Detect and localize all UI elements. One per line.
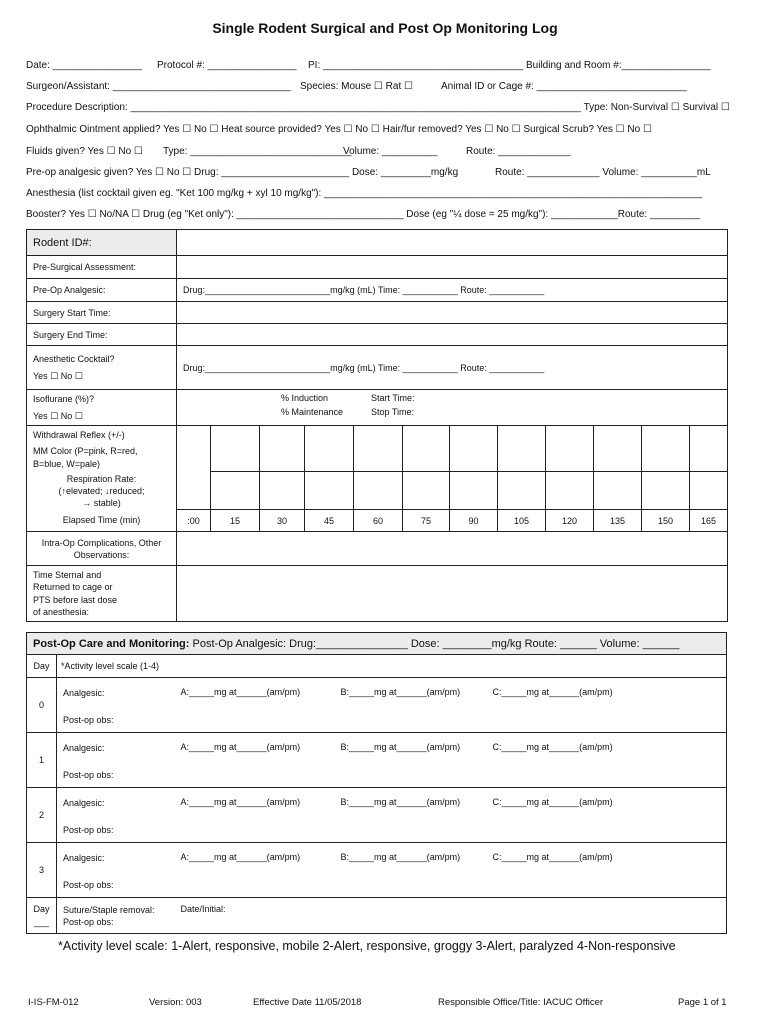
day-number: 0 — [27, 678, 57, 733]
sternal-line1: Time Sternal and — [33, 569, 102, 580]
elapsed-time-cell: 45 — [305, 510, 354, 532]
sternal-line3: PTS before last dose — [33, 594, 118, 605]
pre-surgical-label: Pre-Surgical Assessment: — [27, 256, 177, 279]
induction-label: % Induction — [281, 393, 329, 403]
day-number: 1 — [27, 733, 57, 788]
dose-b[interactable]: B:_____mg at______(am/pm) — [340, 742, 461, 752]
grid-cell[interactable] — [403, 426, 450, 472]
grid-cell[interactable] — [642, 426, 690, 472]
surgery-end-label: Surgery End Time: — [27, 324, 177, 346]
postop-header — [27, 633, 727, 655]
footer-page: Page 1 of 1 — [678, 997, 727, 1008]
analgesic-doses[interactable] — [177, 733, 727, 763]
species-checkboxes[interactable]: Species: Mouse ☐ Rat ☐ — [300, 81, 413, 92]
surgery-end-input[interactable] — [177, 324, 728, 346]
analgesic-doses[interactable] — [177, 843, 727, 873]
date-field[interactable]: Date: ________________ — [26, 60, 142, 71]
analgesic-label: Analgesic: — [57, 678, 177, 708]
dose-c[interactable]: C:_____mg at______(am/pm) — [492, 687, 613, 697]
postop-obs-label: Post-op obs: — [57, 873, 177, 898]
elapsed-time-cell: 165 — [690, 510, 728, 532]
withdrawal-label: Withdrawal Reflex (+/-) — [27, 426, 177, 444]
grid-cell[interactable] — [498, 426, 546, 472]
stop-time-label: Stop Time: — [371, 407, 415, 417]
surgery-start-input[interactable] — [177, 302, 728, 324]
grid-cell[interactable] — [498, 472, 546, 510]
activity-scale-note: *Activity level scale: 1-Alert, responsive, mobile 2-Alert, responsive, groggy 3-Alert, paralyzed 4-Non-responsive — [58, 939, 676, 953]
pre-surgical-input[interactable] — [177, 256, 728, 279]
elapsed-time-cell: 90 — [450, 510, 498, 532]
grid-cell[interactable] — [450, 472, 498, 510]
procedure-field[interactable]: Procedure Description: _________________________________________________________________________________ Type: Non-Survival ☐ Survival ☐ — [26, 102, 730, 113]
prep-checkboxes[interactable]: Ophthalmic Ointment applied? Yes ☐ No ☐ Heat source provided? Yes ☐ No ☐ Hair/fur removed? Yes ☐ No ☐ Surgical Scrub? Yes ☐ No ☐ — [26, 124, 652, 135]
booster-field[interactable]: Booster? Yes ☐ No/NA ☐ Drug (eg "Ket only"): ______________________________ Dose (eg "¼ dose = 25 mg/kg"): ____________Route: _________ — [26, 209, 701, 220]
grid-cell[interactable] — [305, 426, 354, 472]
surgeon-field[interactable]: Surgeon/Assistant: ________________________________ — [26, 81, 291, 92]
fluids-type-field[interactable]: Type: _____________________________ — [163, 146, 352, 157]
respiration-label — [27, 472, 177, 510]
postop-obs-input[interactable] — [177, 818, 727, 843]
activity-header: *Activity level scale (1-4) — [57, 655, 727, 678]
analgesic-label: Analgesic: — [57, 733, 177, 763]
anesthetic-cocktail-question: Anesthetic Cocktail? — [33, 353, 115, 364]
analgesic-label: Analgesic: — [57, 843, 177, 873]
dose-c[interactable]: C:_____mg at______(am/pm) — [492, 797, 613, 807]
grid-cell[interactable] — [211, 426, 260, 472]
grid-cell[interactable] — [594, 426, 642, 472]
dose-b[interactable]: B:_____mg at______(am/pm) — [340, 852, 461, 862]
elapsed-time-cell: 135 — [594, 510, 642, 532]
preop-analgesic-field[interactable]: Pre-op analgesic given? Yes ☐ No ☐ Drug: _______________________ Dose: _________mg/kg — [26, 167, 459, 178]
grid-cell[interactable] — [305, 472, 354, 510]
grid-cell[interactable] — [690, 472, 728, 510]
postop-table — [26, 632, 727, 934]
grid-cell[interactable] — [546, 426, 594, 472]
grid-cell[interactable] — [260, 472, 305, 510]
date-initial-field[interactable]: Date/Initial: — [177, 898, 727, 934]
dose-a[interactable]: A:_____mg at______(am/pm) — [180, 852, 301, 862]
dose-a[interactable]: A:_____mg at______(am/pm) — [180, 742, 301, 752]
postop-title: Post-Op Care and Monitoring: — [33, 637, 190, 650]
preop-route-volume-field[interactable]: Route: _____________ Volume: __________mL — [495, 167, 711, 178]
protocol-field[interactable]: Protocol #: ________________ — [157, 60, 297, 71]
mm-color-label — [27, 444, 177, 472]
suture-label — [57, 898, 177, 934]
postop-analgesic-fields[interactable]: Post-Op Analgesic: Drug:_______________ Dose: ________mg/kg Route: ______ Volume: ______ — [192, 637, 680, 650]
elapsed-time-cell: 60 — [354, 510, 403, 532]
footer-version: Version: 003 — [149, 997, 202, 1008]
sternal-input[interactable] — [177, 566, 728, 622]
elapsed-time-cell: 105 — [498, 510, 546, 532]
elapsed-time-cell: 150 — [642, 510, 690, 532]
grid-cell[interactable] — [546, 472, 594, 510]
elapsed-time-cell: 75 — [403, 510, 450, 532]
elapsed-time-cell: :00 — [177, 510, 211, 532]
suture-day-field[interactable]: Day ___ — [27, 898, 57, 934]
suture-line1: Suture/Staple removal: — [63, 904, 155, 915]
animal-id-field[interactable]: Animal ID or Cage #: ___________________________ — [441, 81, 687, 92]
fluids-volume-field[interactable]: Volume: __________ — [343, 146, 438, 157]
anesthetic-cocktail-input[interactable]: Drug:_________________________mg/kg (mL) Time: ___________ Route: ___________ — [177, 346, 728, 390]
grid-cell[interactable] — [177, 426, 211, 510]
analgesic-doses[interactable] — [177, 678, 727, 708]
surgical-log-table — [26, 229, 728, 622]
suture-line2: Post-op obs: — [63, 916, 114, 927]
intraop-line2: Observations: — [73, 549, 130, 560]
footer-effective-date: Effective Date 11/05/2018 — [253, 997, 362, 1008]
postop-obs-input[interactable] — [177, 873, 727, 898]
grid-cell[interactable] — [403, 472, 450, 510]
grid-cell[interactable] — [594, 472, 642, 510]
grid-cell[interactable] — [450, 426, 498, 472]
postop-obs-label: Post-op obs: — [57, 818, 177, 843]
surgery-start-label: Surgery Start Time: — [27, 302, 177, 324]
footer-office: Responsible Office/Title: IACUC Officer — [438, 997, 604, 1008]
rodent-id-input[interactable] — [177, 230, 728, 256]
intraop-label — [27, 532, 177, 566]
dose-a[interactable]: A:_____mg at______(am/pm) — [180, 687, 301, 697]
anesthetic-yesno[interactable]: Yes ☐ No ☐ — [33, 370, 83, 381]
respiration-line2: (↑elevated; ↓reduced; — [58, 485, 145, 496]
mm-color-line2: B=blue, W=pale) — [33, 458, 101, 469]
sternal-line2: Returned to cage or — [33, 582, 113, 592]
grid-cell[interactable] — [260, 426, 305, 472]
page-title: Single Rodent Surgical and Post Op Monitoring Log — [212, 20, 558, 36]
intraop-line1: Intra-Op Complications, Other — [41, 537, 162, 548]
grid-cell[interactable] — [642, 472, 690, 510]
footer-form-id: I-IS-FM-012 — [28, 997, 79, 1008]
rodent-id-label: Rodent ID#: — [27, 230, 177, 256]
isoflurane-input[interactable] — [177, 390, 728, 426]
isoflurane-time-labels — [371, 391, 415, 419]
isoflurane-percent-labels — [281, 391, 343, 419]
isoflurane-yesno[interactable]: Yes ☐ No ☐ — [33, 410, 83, 421]
postop-obs-input[interactable] — [177, 763, 727, 788]
day-number: 3 — [27, 843, 57, 898]
postop-obs-label: Post-op obs: — [57, 763, 177, 788]
dose-c[interactable]: C:_____mg at______(am/pm) — [492, 852, 613, 862]
isoflurane-label — [27, 390, 177, 426]
mm-color-line1: MM Color (P=pink, R=red, — [33, 445, 138, 456]
preop-analgesic-input[interactable]: Drug:_________________________mg/kg (mL) Time: ___________ Route: ___________ — [177, 279, 728, 302]
day-number: 2 — [27, 788, 57, 843]
dose-a[interactable]: A:_____mg at______(am/pm) — [180, 797, 301, 807]
sternal-line4: of anesthesia: — [33, 607, 90, 617]
pi-building-field[interactable]: PI: ____________________________________ Building and Room #:________________ — [308, 60, 711, 71]
respiration-line3: → stable) — [82, 497, 121, 508]
elapsed-time-cell: 15 — [211, 510, 260, 532]
grid-cell[interactable] — [690, 426, 728, 472]
elapsed-time-cell: 30 — [260, 510, 305, 532]
day-header: Day — [27, 655, 57, 678]
grid-cell[interactable] — [211, 472, 260, 510]
sternal-label — [27, 566, 177, 622]
dose-b[interactable]: B:_____mg at______(am/pm) — [340, 797, 461, 807]
dose-b[interactable]: B:_____mg at______(am/pm) — [340, 687, 461, 697]
postop-obs-label: Post-op obs: — [57, 708, 177, 733]
elapsed-time-label: Elapsed Time (min) — [27, 510, 177, 532]
grid-cell[interactable] — [354, 472, 403, 510]
analgesic-label: Analgesic: — [57, 788, 177, 818]
respiration-line1: Respiration Rate: — [66, 473, 137, 484]
elapsed-time-cell: 120 — [546, 510, 594, 532]
fluids-route-field[interactable]: Route: _____________ — [466, 146, 571, 157]
postop-obs-input[interactable] — [177, 708, 727, 733]
isoflurane-question: Isoflurane (%)? — [33, 393, 95, 404]
dose-c[interactable]: C:_____mg at______(am/pm) — [492, 742, 613, 752]
fluids-checkboxes[interactable]: Fluids given? Yes ☐ No ☐ — [26, 146, 143, 157]
grid-cell[interactable] — [354, 426, 403, 472]
intraop-input[interactable] — [177, 532, 728, 566]
anesthesia-field[interactable]: Anesthesia (list cocktail given eg. "Ket 100 mg/kg + xyl 10 mg/kg"): ____________________________________________________________________ — [26, 188, 703, 199]
analgesic-doses[interactable] — [177, 788, 727, 818]
maintenance-label: % Maintenance — [281, 407, 344, 417]
preop-analgesic-label: Pre-Op Analgesic: — [27, 279, 177, 302]
start-time-label: Start Time: — [371, 393, 415, 403]
anesthetic-cocktail-label — [27, 346, 177, 390]
